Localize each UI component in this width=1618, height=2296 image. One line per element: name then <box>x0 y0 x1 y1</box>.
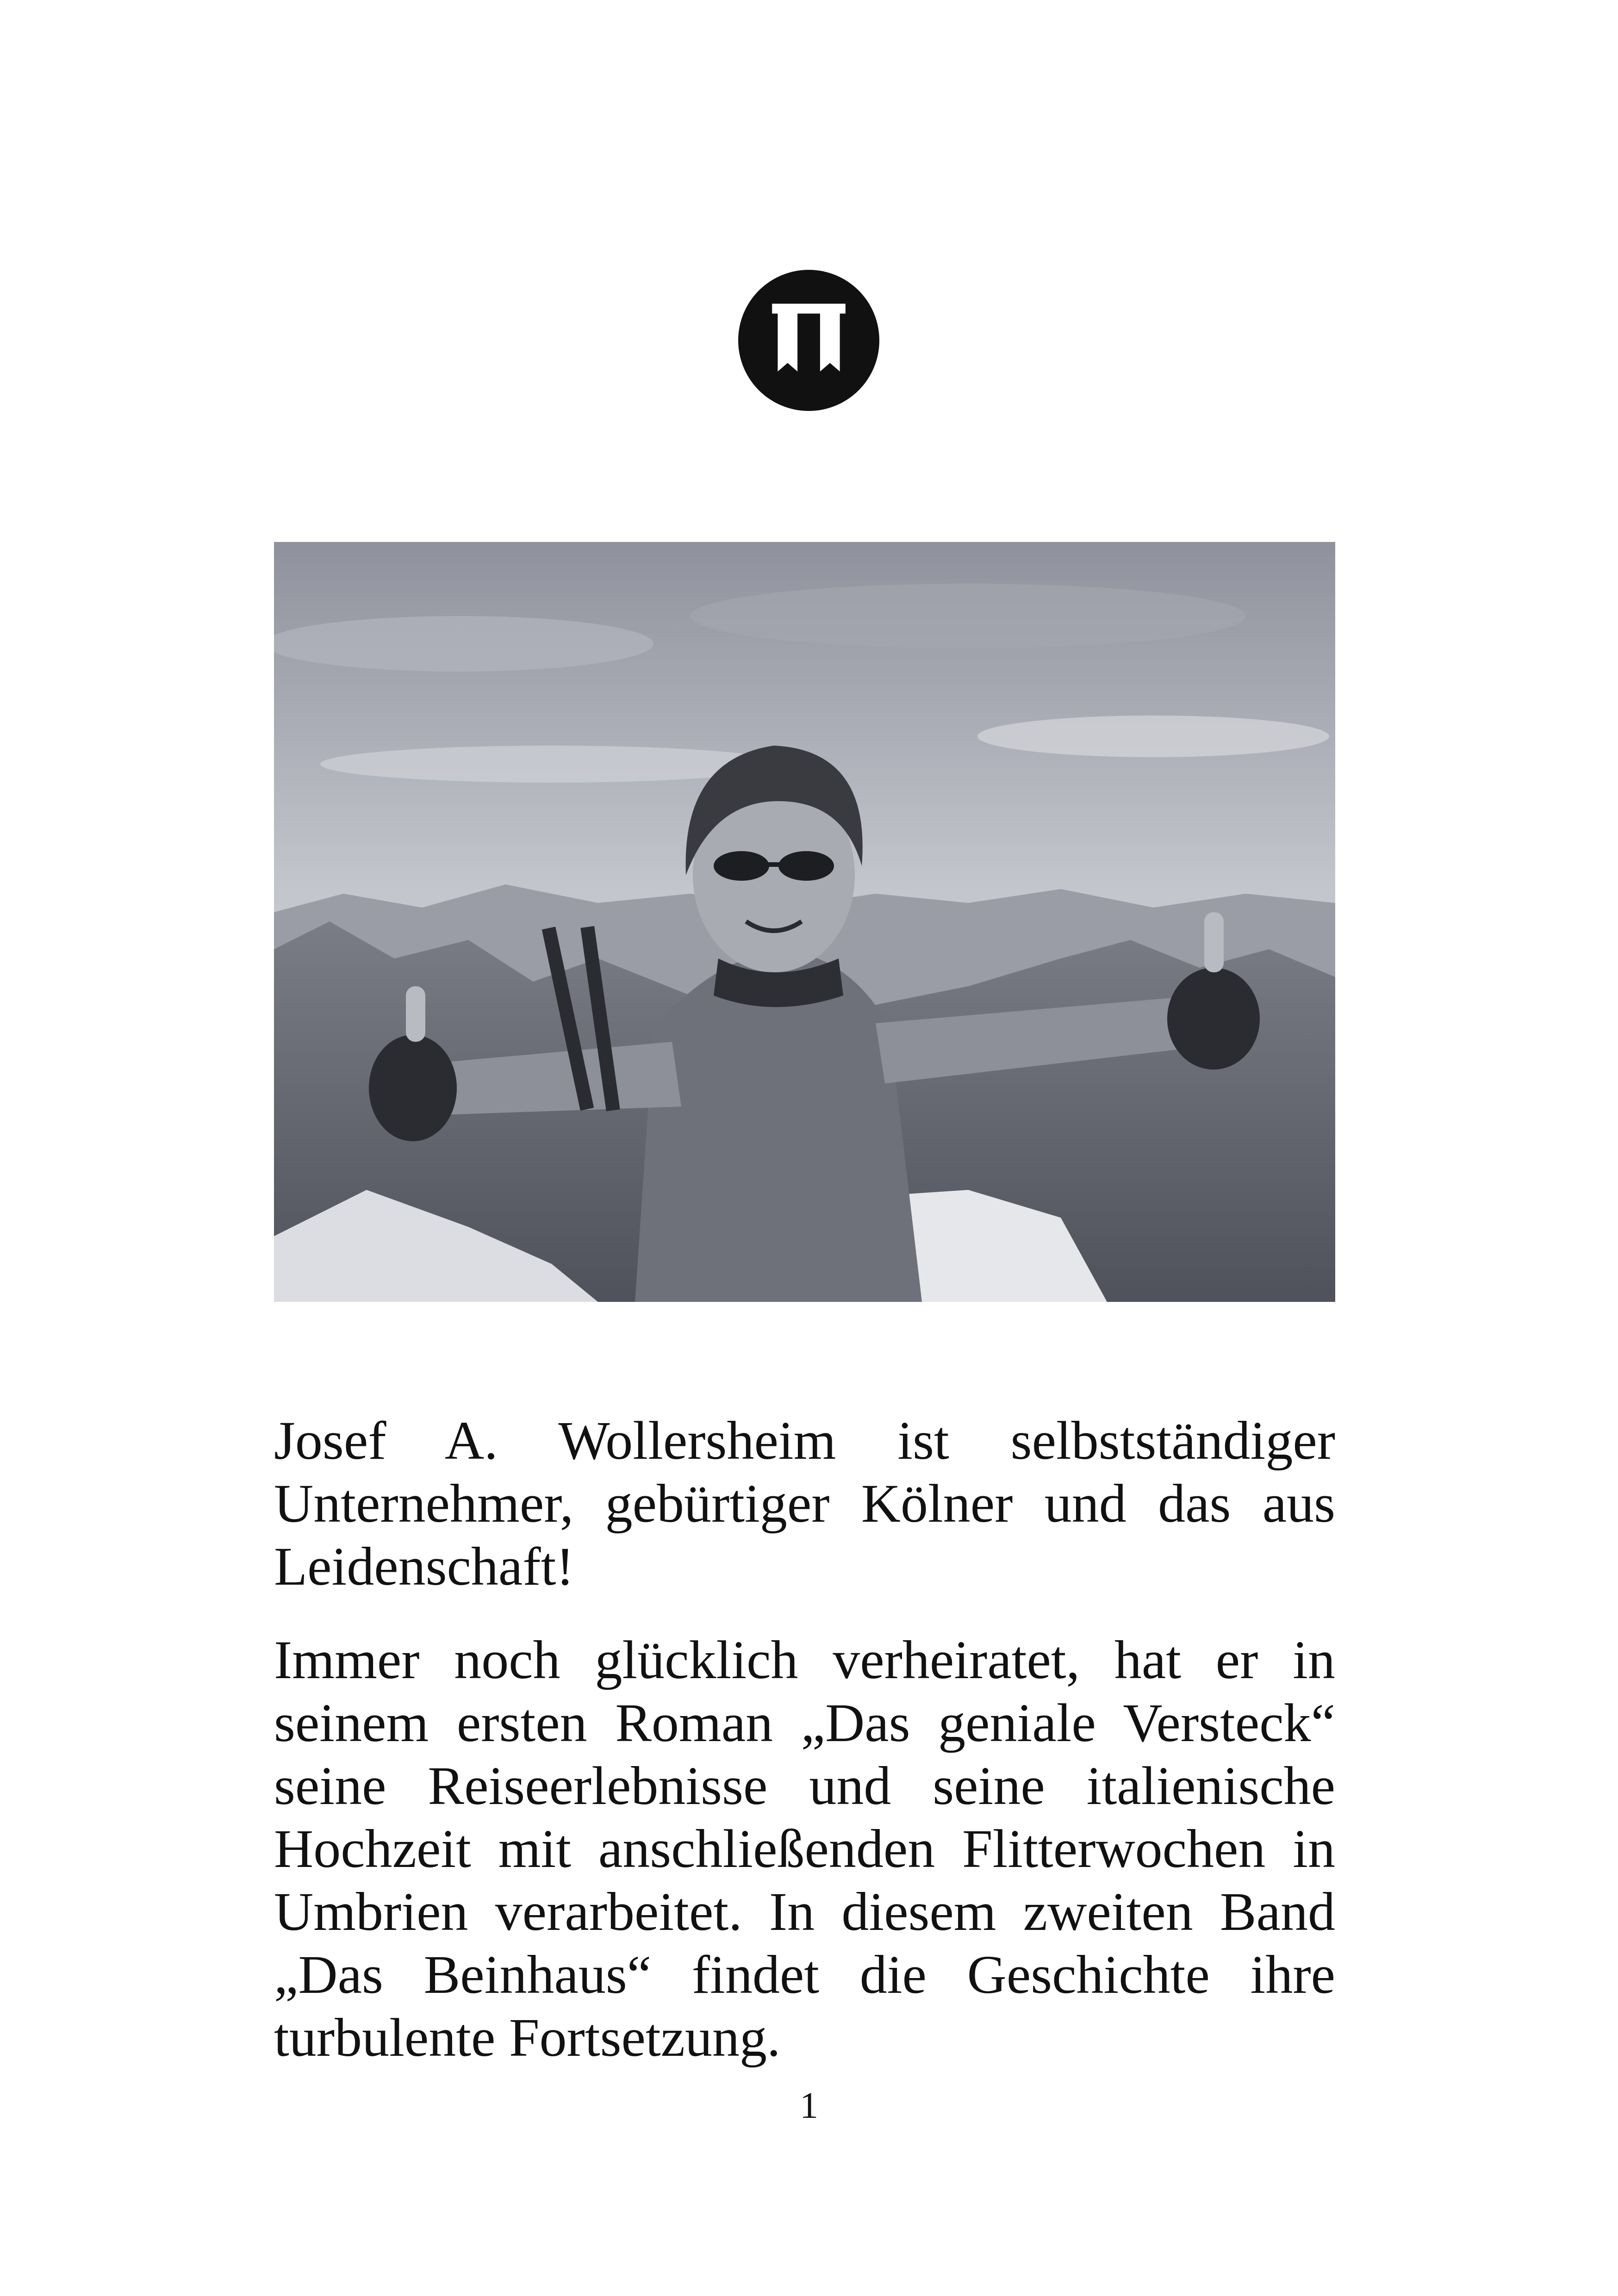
publisher-logo-icon <box>738 270 879 411</box>
author-photo <box>274 542 1335 1302</box>
bio-paragraph: Immer noch glücklich verheiratet, hat er in seinem ersten Roman „Das geniale Versteck“ seine Reiseerlebnisse und seine italienische Hochzeit mit anschließenden Flitterwochen in Umbrien verarbeitet. In diesem zweiten Band „Das Beinhaus“ findet die Geschichte ihre turbulente Fortsetzung. <box>274 1630 1335 2068</box>
author-photo-illustration <box>274 542 1335 1302</box>
author-bio <box>274 1409 1335 2100</box>
page-number: 1 <box>800 2085 818 2126</box>
bio-paragraph: Josef A. Wollersheim ist selbstständiger Unternehmer, gebürtiger Kölner und das aus Leidenschaft! <box>274 1410 1335 1597</box>
publisher-logo-mark <box>738 270 879 411</box>
